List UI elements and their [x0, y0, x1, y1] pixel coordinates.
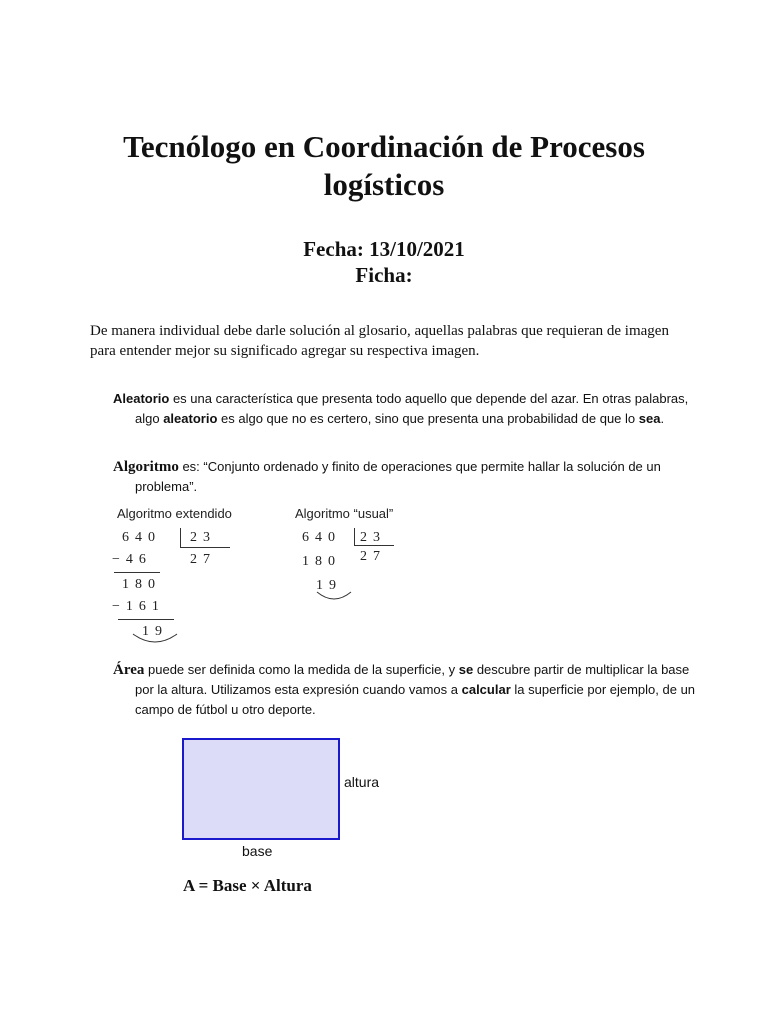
usual-remainder: 19: [316, 578, 342, 593]
title-line-2: logísticos: [323, 167, 445, 202]
division-figure-usual: [292, 506, 422, 616]
ficha-line: Ficha:: [355, 263, 413, 287]
extended-rem-1: 180: [122, 577, 161, 592]
usual-divisor-bar: [354, 528, 355, 546]
area-rectangle: [182, 738, 340, 840]
division-figure-extended: [110, 506, 250, 646]
base-label: base: [242, 843, 273, 859]
aleatorio-bold-1: aleatorio: [163, 411, 218, 426]
usual-partial: 180: [302, 554, 341, 569]
extended-divisor-line: [180, 547, 230, 548]
extended-remainder-arc: [130, 632, 180, 648]
extended-divisor-bar: [180, 528, 181, 548]
usual-divisor: 23: [360, 530, 386, 545]
document-title: [84, 128, 684, 204]
area-text-2: descubre partir de multiplicar la base por la altura. Utilizamos esta expresión cuando vamos a: [135, 662, 690, 697]
usual-remainder-arc: [314, 590, 354, 604]
extended-remainder: 19: [142, 624, 168, 639]
title-line-1: Tecnólogo en Coordinación de Procesos: [123, 129, 645, 164]
area-text-1: puede ser definida como la medida de la superficie, y: [144, 662, 459, 677]
extended-rule-1: [114, 572, 160, 573]
glossary-entry-aleatorio: [113, 389, 700, 429]
extended-dividend: 640: [122, 530, 161, 545]
term-area: Área: [113, 662, 145, 678]
aleatorio-text-2: es algo que no es certero, sino que presenta una probabilidad de que lo: [217, 411, 639, 426]
height-label: altura: [344, 774, 380, 790]
usual-dividend: 640: [302, 530, 341, 545]
intro-paragraph: De manera individual debe darle solución al glosario, aquellas palabras que requieran de imagen para entender mejor su significado agregar su respectiva imagen.: [90, 323, 669, 359]
glossary-entry-area: [113, 660, 700, 720]
term-aleatorio: Aleatorio: [113, 391, 170, 406]
area-bold-2: calcular: [461, 682, 511, 697]
date-line: Fecha: 13/10/2021: [303, 237, 465, 261]
term-algoritmo: Algoritmo: [113, 459, 179, 475]
area-text-3: la superficie por ejemplo, de un campo de fútbol u otro deporte.: [135, 682, 696, 717]
aleatorio-text-3: .: [660, 411, 665, 426]
algoritmo-text: es: “Conjunto ordenado y finito de operaciones que permite hallar la solución de un problema”.: [135, 459, 661, 494]
extended-sub-1: −46: [112, 552, 152, 567]
caption-usual: Algoritmo “usual”: [295, 506, 394, 521]
area-formula: A = Base × Altura: [183, 876, 312, 895]
glossary-entry-algoritmo: [113, 457, 700, 497]
aleatorio-bold-2: sea: [638, 411, 661, 426]
caption-extended: Algoritmo extendido: [117, 506, 232, 521]
usual-quotient: 27: [360, 549, 386, 564]
extended-quotient: 27: [190, 552, 216, 567]
extended-rule-2: [118, 619, 174, 620]
area-bold-1: se: [458, 662, 474, 677]
extended-sub-2: −161: [112, 599, 165, 614]
aleatorio-text-1: es una característica que presenta todo aquello que depende del azar. En otras palabras, algo: [135, 391, 689, 426]
extended-divisor: 23: [190, 530, 216, 545]
